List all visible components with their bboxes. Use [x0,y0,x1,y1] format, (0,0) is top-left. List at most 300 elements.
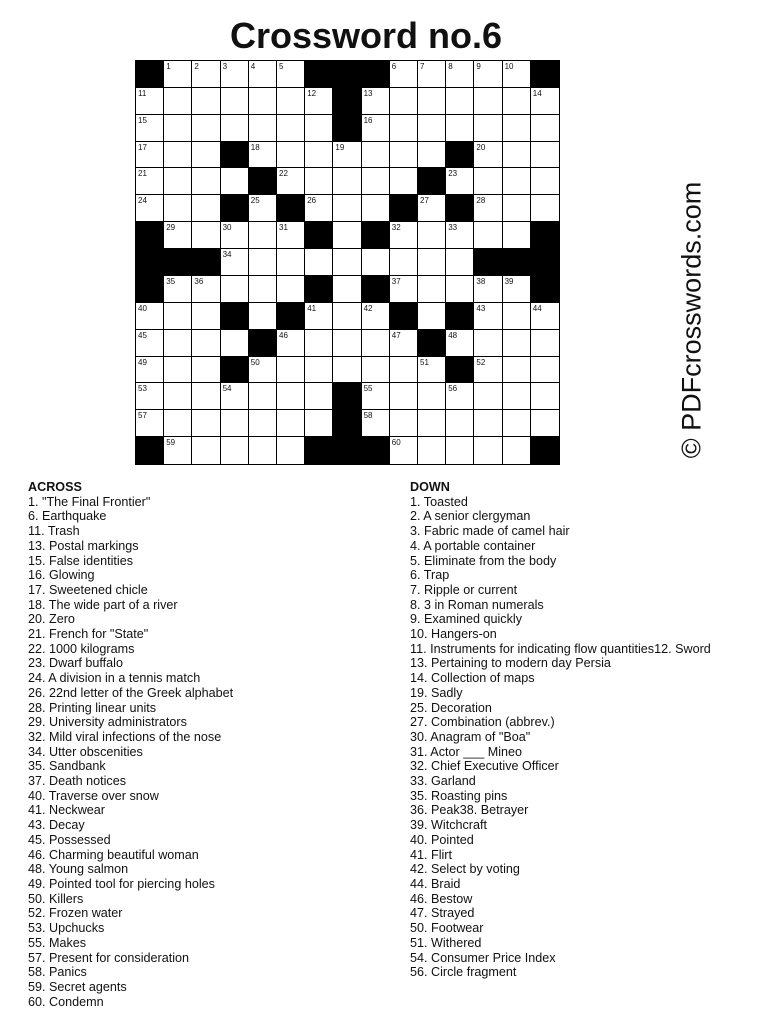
grid-cell[interactable] [362,115,390,142]
clue-number: 9 [476,62,481,71]
black-square [446,195,474,222]
grid-cell[interactable] [192,383,220,410]
grid-cell[interactable] [333,249,361,276]
grid-cell[interactable] [192,437,220,464]
grid-cell[interactable] [221,61,249,88]
grid-cell[interactable] [164,330,192,357]
grid-cell[interactable] [249,437,277,464]
clue-number: 44 [532,303,542,313]
black-square [221,357,249,384]
grid-cell[interactable] [192,115,220,142]
down-clue: 8. 3 in Roman numerals [410,597,544,612]
grid-cell[interactable] [362,303,390,330]
grid-cell[interactable] [531,357,559,384]
grid-cell[interactable] [531,195,559,222]
grid-cell[interactable] [192,142,220,169]
grid-cell[interactable] [249,61,277,88]
clue-number: 54 [222,384,232,394]
grid-cell[interactable] [503,383,531,410]
grid-cell[interactable] [192,357,220,384]
grid-cell[interactable] [418,410,446,437]
grid-cell[interactable] [136,88,164,115]
grid-cell[interactable] [136,383,164,410]
black-square [136,222,164,249]
down-clue: 11. Instruments for indicating flow quantities12. Sword [410,641,711,656]
down-clue: 32. Chief Executive Officer [410,759,559,774]
across-clue: 41. Neckwear [28,803,105,818]
grid-cell[interactable] [446,115,474,142]
down-clue: 14. Collection of maps [410,671,535,686]
black-square [249,168,277,195]
clue-number: 19 [335,142,345,152]
grid-cell[interactable] [503,195,531,222]
grid-cell[interactable] [362,410,390,437]
grid-cell[interactable] [531,168,559,195]
grid-cell[interactable] [277,142,305,169]
grid-cell[interactable] [136,410,164,437]
grid-cell[interactable] [305,410,333,437]
grid-cell[interactable] [305,383,333,410]
clue-number: 56 [448,384,458,394]
across-clues [28,480,398,1009]
grid-cell[interactable] [503,115,531,142]
grid-cell[interactable] [305,357,333,384]
grid-cell[interactable] [418,61,446,88]
across-heading: ACROSS [28,480,82,494]
grid-cell[interactable] [164,437,192,464]
crossword-grid [135,60,560,465]
down-clue: 47. Strayed [410,906,475,921]
grid-cell[interactable] [362,168,390,195]
grid-cell[interactable] [277,383,305,410]
grid-cell[interactable] [362,142,390,169]
grid-cell[interactable] [333,357,361,384]
clue-number: 28 [476,196,486,206]
grid-cell[interactable] [136,115,164,142]
black-square [531,61,559,88]
across-clue: 21. French for "State" [28,627,149,642]
clue-number: 49 [138,357,147,367]
black-square [446,142,474,169]
black-square [333,61,361,88]
clue-number: 29 [166,223,176,233]
black-square [136,249,164,276]
across-clue: 55. Makes [28,935,87,950]
down-heading: DOWN [410,480,450,494]
grid-cell[interactable] [418,357,446,384]
grid-cell[interactable] [164,142,192,169]
grid-cell[interactable] [446,61,474,88]
grid-cell[interactable] [192,195,220,222]
grid-cell[interactable] [164,61,192,88]
clue-number: 27 [420,196,429,206]
clue-number: 1 [166,62,171,71]
grid-cell[interactable] [305,142,333,169]
grid-cell[interactable] [362,249,390,276]
black-square [221,303,249,330]
across-clue: 37. Death notices [28,774,127,789]
grid-cell[interactable] [362,357,390,384]
grid-cell[interactable] [305,115,333,142]
grid-cell[interactable] [474,357,502,384]
grid-cell[interactable] [333,142,361,169]
grid-cell[interactable] [305,303,333,330]
grid-cell[interactable] [446,437,474,464]
grid-cell[interactable] [474,142,502,169]
grid-cell[interactable] [390,383,418,410]
black-square [164,249,192,276]
grid-cell[interactable] [164,88,192,115]
down-clue: 19. Sadly [410,685,463,700]
down-clue: 4. A portable container [410,538,536,553]
grid-cell[interactable] [418,437,446,464]
clue-number: 59 [166,438,176,448]
grid-cell[interactable] [390,330,418,357]
grid-cell[interactable] [221,249,249,276]
grid-cell[interactable] [474,61,502,88]
grid-cell[interactable] [418,88,446,115]
grid-cell[interactable] [531,142,559,169]
grid-cell[interactable] [249,88,277,115]
clue-number: 51 [420,357,429,367]
grid-cell[interactable] [221,410,249,437]
grid-cell[interactable] [192,276,220,303]
down-clue: 41. Flirt [410,847,452,862]
across-clue: 11. Trash [28,524,80,539]
grid-cell[interactable] [305,168,333,195]
grid-cell[interactable] [136,303,164,330]
grid-cell[interactable] [192,168,220,195]
grid-cell[interactable] [474,88,502,115]
clue-number: 21 [138,169,147,179]
clue-number: 22 [279,169,288,179]
grid-cell[interactable] [503,222,531,249]
across-clue: 60. Condemn [28,994,104,1009]
clue-number: 20 [476,142,486,152]
grid-cell[interactable] [192,303,220,330]
black-square [362,276,390,303]
down-clue: 7. Ripple or current [410,582,518,597]
grid-cell[interactable] [503,410,531,437]
grid-cell[interactable] [305,249,333,276]
black-square [333,115,361,142]
black-square [305,61,333,88]
grid-cell[interactable] [446,330,474,357]
grid-cell[interactable] [249,303,277,330]
grid-cell[interactable] [277,410,305,437]
grid-cell[interactable] [249,195,277,222]
grid-cell[interactable] [249,357,277,384]
clue-number: 60 [391,438,401,448]
grid-cell[interactable] [418,142,446,169]
grid-cell[interactable] [362,330,390,357]
down-clue: 42. Select by voting [410,862,520,877]
grid-cell[interactable] [277,88,305,115]
grid-cell[interactable] [249,383,277,410]
grid-cell[interactable] [164,410,192,437]
grid-cell[interactable] [474,437,502,464]
grid-cell[interactable] [503,276,531,303]
grid-cell[interactable] [164,195,192,222]
across-clue: 57. Present for consideration [28,950,190,965]
grid-cell[interactable] [474,383,502,410]
grid-cell[interactable] [446,410,474,437]
grid-cell[interactable] [390,437,418,464]
grid-cell[interactable] [446,168,474,195]
clue-number: 13 [363,88,373,98]
grid-cell[interactable] [249,142,277,169]
clue-number: 46 [279,330,288,340]
black-square [531,437,559,464]
across-clue: 26. 22nd letter of the Greek alphabet [28,685,234,700]
grid-cell[interactable] [503,88,531,115]
clue-number: 57 [138,411,147,421]
down-clue: 33. Garland [410,774,476,789]
across-clue: 49. Pointed tool for piercing holes [28,876,215,891]
grid-cell[interactable] [164,276,192,303]
grid-cell[interactable] [390,276,418,303]
grid-cell[interactable] [418,222,446,249]
grid-cell[interactable] [333,330,361,357]
clue-number: 14 [532,88,542,98]
grid-cell[interactable] [390,410,418,437]
grid-cell[interactable] [446,383,474,410]
grid-cell[interactable] [474,168,502,195]
grid-cell[interactable] [277,249,305,276]
clue-number: 10 [504,62,514,71]
grid-cell[interactable] [277,330,305,357]
grid-cell[interactable] [277,437,305,464]
grid-cell[interactable] [362,195,390,222]
grid-cell[interactable] [277,276,305,303]
black-square [305,276,333,303]
grid-cell[interactable] [164,222,192,249]
grid-cell[interactable] [390,61,418,88]
grid-cell[interactable] [136,195,164,222]
grid-cell[interactable] [362,383,390,410]
grid-cell[interactable] [249,276,277,303]
clue-number: 12 [307,88,317,98]
grid-cell[interactable] [390,115,418,142]
down-clue: 46. Bestow [410,891,473,906]
grid-cell[interactable] [474,303,502,330]
grid-cell[interactable] [277,357,305,384]
grid-cell[interactable] [390,142,418,169]
grid-cell[interactable] [249,115,277,142]
grid-cell[interactable] [136,142,164,169]
black-square [305,222,333,249]
black-square [333,437,361,464]
grid-cell[interactable] [192,410,220,437]
grid-cell[interactable] [390,168,418,195]
grid-cell[interactable] [503,61,531,88]
black-square [474,249,502,276]
across-clue: 22. 1000 kilograms [28,641,135,656]
black-square [192,249,220,276]
black-square [531,222,559,249]
grid-cell[interactable] [221,88,249,115]
grid-cell[interactable] [164,168,192,195]
grid-cell[interactable] [164,303,192,330]
black-square [531,276,559,303]
grid-cell[interactable] [333,222,361,249]
clue-number: 38 [476,276,486,286]
grid-cell[interactable] [390,249,418,276]
grid-cell[interactable] [192,330,220,357]
clue-number: 6 [391,62,397,71]
grid-cell[interactable] [418,195,446,222]
grid-cell[interactable] [192,88,220,115]
grid-cell[interactable] [221,276,249,303]
grid-cell[interactable] [277,61,305,88]
clue-number: 58 [363,411,373,421]
black-square [446,357,474,384]
down-clue: 40. Pointed [410,832,474,847]
black-square [277,195,305,222]
grid-cell[interactable] [531,383,559,410]
grid-cell[interactable] [333,195,361,222]
black-square [333,88,361,115]
grid-cell[interactable] [221,330,249,357]
grid-cell[interactable] [192,61,220,88]
grid-cell[interactable] [136,330,164,357]
clue-number: 8 [448,62,453,71]
grid-cell[interactable] [418,249,446,276]
black-square [390,303,418,330]
grid-cell[interactable] [503,142,531,169]
grid-cell[interactable] [305,88,333,115]
grid-cell[interactable] [474,222,502,249]
across-clue: 23. Dwarf buffalo [28,656,123,671]
grid-cell[interactable] [305,195,333,222]
grid-cell[interactable] [221,437,249,464]
grid-cell[interactable] [474,410,502,437]
grid-cell[interactable] [503,357,531,384]
across-clue: 15. False identities [28,553,134,568]
down-clue: 10. Hangers-on [410,627,497,642]
grid-cell[interactable] [390,88,418,115]
grid-cell[interactable] [390,357,418,384]
clue-number: 2 [194,62,199,71]
across-clue: 45. Possessed [28,832,111,847]
grid-cell[interactable] [192,222,220,249]
grid-cell[interactable] [277,222,305,249]
grid-cell[interactable] [249,249,277,276]
clue-number: 33 [448,223,458,233]
grid-cell[interactable] [164,383,192,410]
grid-cell[interactable] [249,410,277,437]
grid-cell[interactable] [221,168,249,195]
grid-cell[interactable] [390,222,418,249]
clue-number: 7 [420,62,425,71]
grid-cell[interactable] [305,330,333,357]
down-clue: 27. Combination (abbrev.) [410,715,555,730]
clue-number: 55 [363,384,373,394]
grid-cell[interactable] [531,330,559,357]
grid-cell[interactable] [418,276,446,303]
grid-cell[interactable] [277,115,305,142]
grid-cell[interactable] [531,410,559,437]
clue-number: 40 [138,303,147,313]
grid-cell[interactable] [277,168,305,195]
grid-cell[interactable] [503,437,531,464]
grid-cell[interactable] [446,276,474,303]
down-clue: 36. Peak38. Betrayer [410,803,529,818]
clue-number: 41 [307,303,317,313]
clue-number: 47 [391,330,401,340]
grid-cell[interactable] [136,168,164,195]
black-square [418,168,446,195]
grid-cell[interactable] [446,222,474,249]
grid-cell[interactable] [474,195,502,222]
grid-cell[interactable] [418,303,446,330]
grid-cell[interactable] [531,88,559,115]
clue-number: 11 [138,88,147,98]
clue-number: 23 [448,169,458,179]
grid-cell[interactable] [333,168,361,195]
across-clue: 28. Printing linear units [28,700,157,715]
grid-cell[interactable] [418,383,446,410]
down-clue: 54. Consumer Price Index [410,950,556,965]
grid-cell[interactable] [333,276,361,303]
grid-cell[interactable] [136,357,164,384]
grid-cell[interactable] [164,357,192,384]
grid-cell[interactable] [503,330,531,357]
black-square [136,276,164,303]
clue-number: 17 [138,142,147,152]
grid-cell[interactable] [531,303,559,330]
grid-cell[interactable] [446,88,474,115]
grid-cell[interactable] [164,115,192,142]
across-clue: 34. Utter obscenities [28,744,143,759]
clue-number: 45 [138,330,147,340]
grid-cell[interactable] [221,383,249,410]
across-clue: 53. Upchucks [28,921,105,936]
across-clue: 40. Traverse over snow [28,788,159,803]
down-clue: 2. A senior clergyman [410,509,531,524]
down-clue: 51. Withered [410,935,482,950]
across-clue: 16. Glowing [28,568,95,583]
grid-cell[interactable] [249,222,277,249]
grid-cell[interactable] [474,276,502,303]
grid-cell[interactable] [221,115,249,142]
across-clue: 58. Panics [28,965,87,980]
down-clue: 30. Anagram of "Boa" [410,729,531,744]
black-square [249,330,277,357]
grid-cell[interactable] [474,115,502,142]
clue-number: 26 [307,196,317,206]
grid-cell[interactable] [474,330,502,357]
grid-cell[interactable] [503,168,531,195]
grid-cell[interactable] [503,303,531,330]
black-square [362,222,390,249]
across-clue: 1. "The Final Frontier" [28,494,151,509]
grid-cell[interactable] [221,222,249,249]
grid-cell[interactable] [446,249,474,276]
copyright-watermark [642,180,742,460]
clue-number: 37 [391,276,401,286]
down-clue: 1. Toasted [410,494,468,509]
clue-number: 5 [279,62,284,71]
grid-cell[interactable] [333,303,361,330]
grid-cell[interactable] [418,115,446,142]
down-clue: 25. Decoration [410,700,492,715]
grid-cell[interactable] [531,115,559,142]
grid-cell[interactable] [362,88,390,115]
page-title: Crossword no.6 [229,15,503,56]
clue-number: 4 [250,62,256,71]
clue-number: 52 [476,357,486,367]
